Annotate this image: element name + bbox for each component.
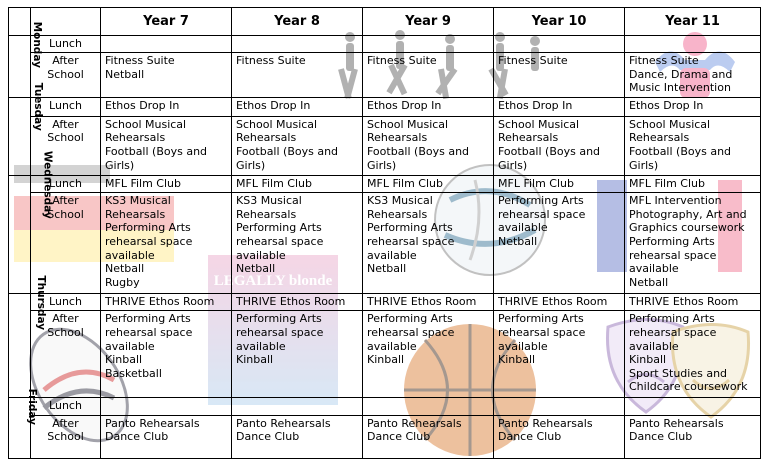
activity-cell — [625, 98, 761, 116]
slot-label: Lunch — [31, 398, 101, 415]
activity-line: Performing Arts — [367, 221, 453, 235]
activity-line: Ethos Drop In — [367, 99, 442, 113]
slot-label: Lunch — [31, 98, 101, 116]
activity-cell — [363, 116, 494, 175]
year-header: Year 8 — [232, 8, 363, 36]
activity-line: Panto Rehearsals — [105, 416, 200, 430]
activity-line: MFL Film Club — [236, 176, 312, 190]
activity-line: available — [498, 221, 548, 235]
activity-line: Rehearsals — [236, 131, 297, 145]
activity-line: rehearsal space — [629, 326, 717, 340]
activity-line: KS3 Musical — [236, 194, 302, 208]
day-label: Tuesday — [31, 83, 44, 132]
activity-line: available — [367, 339, 417, 353]
activity-cell — [494, 398, 625, 415]
slot-label: After School — [31, 311, 101, 398]
activity-line: MFL Intervention — [629, 194, 722, 208]
activity-cell — [363, 98, 494, 116]
activity-line: Performing Arts — [236, 221, 322, 235]
activity-line: Music Intervention — [629, 81, 731, 95]
activity-line: Girls) — [498, 158, 528, 172]
activity-line: Football (Boys and — [498, 144, 601, 158]
activity-cell — [625, 116, 761, 175]
activity-cell — [101, 116, 232, 175]
activity-line: MFL Film Club — [498, 176, 574, 190]
day-cell — [9, 388, 38, 459]
day-label: Monday — [30, 21, 43, 68]
activity-cell — [494, 311, 625, 398]
activity-cell — [363, 53, 494, 98]
activity-line: rehearsal space — [236, 234, 324, 248]
activity-cell — [363, 293, 494, 310]
slot-label: After School — [31, 116, 101, 175]
activity-cell — [101, 98, 232, 116]
activity-cell — [363, 193, 494, 294]
activity-line: Rehearsals — [629, 131, 690, 145]
activity-cell — [232, 415, 363, 458]
activity-cell — [232, 175, 363, 192]
activity-line: Girls) — [367, 158, 397, 172]
table-row — [9, 293, 761, 310]
activity-line: Rehearsals — [367, 131, 428, 145]
activity-cell — [363, 36, 494, 53]
activity-cell — [232, 98, 363, 116]
slot-label: Lunch — [31, 175, 101, 192]
activity-line: Fitness Suite — [236, 54, 306, 68]
activity-cell — [494, 53, 625, 98]
activity-line: Dance Club — [629, 430, 693, 444]
activity-line: Panto Rehearsals — [629, 416, 724, 430]
activity-line: Childcare coursework — [629, 380, 748, 394]
activity-line: Rehearsals — [236, 207, 297, 221]
activity-line: available — [498, 339, 548, 353]
activity-cell — [363, 398, 494, 415]
activity-cell — [363, 415, 494, 458]
activity-line: available — [236, 248, 286, 262]
activity-cell — [101, 415, 232, 458]
activity-cell — [101, 36, 232, 53]
activity-line: THRIVE Ethos Room — [236, 294, 346, 308]
activity-line: Ethos Drop In — [498, 99, 573, 113]
activity-line: available — [105, 248, 155, 262]
activity-line: Basketball — [105, 366, 162, 380]
activity-line: Netball — [105, 262, 145, 276]
activity-line: Girls) — [105, 158, 135, 172]
activity-line: Performing Arts — [367, 312, 453, 326]
table-row — [9, 415, 761, 458]
activity-line: Netball — [629, 275, 669, 289]
activity-cell — [101, 398, 232, 415]
activity-cell — [232, 193, 363, 294]
activity-line: Fitness Suite — [629, 54, 699, 68]
activity-cell — [625, 53, 761, 98]
activity-cell — [625, 175, 761, 192]
activity-line: Kinball — [236, 353, 274, 367]
activity-line: MFL Film Club — [105, 176, 181, 190]
musical-poster-title: LEGALLY blonde — [213, 273, 333, 289]
day-cell — [9, 275, 48, 397]
activity-line: MFL Film Club — [367, 176, 443, 190]
corner-cell — [9, 8, 31, 36]
slot-label: After School — [31, 415, 101, 458]
activity-cell — [625, 193, 761, 294]
table-row — [9, 98, 761, 116]
activity-line: available — [367, 248, 417, 262]
activity-line: Performing Arts — [105, 312, 191, 326]
activity-cell — [101, 175, 232, 192]
year-header: Year 10 — [494, 8, 625, 36]
activity-line: Rehearsals — [367, 207, 428, 221]
activity-cell — [494, 175, 625, 192]
activity-line: Ethos Drop In — [105, 99, 180, 113]
header-row — [9, 8, 761, 36]
activity-line: THRIVE Ethos Room — [367, 294, 477, 308]
day-cell — [9, 83, 44, 175]
activity-line: Fitness Suite — [367, 54, 437, 68]
table-row — [9, 398, 761, 415]
activity-cell — [625, 36, 761, 53]
activity-line: Performing Arts — [105, 221, 191, 235]
activity-line: School Musical — [236, 117, 318, 131]
activity-line: Performing Arts — [498, 194, 584, 208]
day-label: Thursday — [35, 275, 48, 331]
activity-cell — [232, 311, 363, 398]
activity-line: Performing Arts — [629, 312, 715, 326]
activity-line: Netball — [498, 234, 538, 248]
activity-line: THRIVE Ethos Room — [629, 294, 739, 308]
timetable — [8, 7, 761, 459]
activity-line: Kinball — [498, 353, 536, 367]
activity-line: Rehearsals — [105, 207, 166, 221]
activity-cell — [363, 175, 494, 192]
activity-cell — [625, 415, 761, 458]
activity-line: available — [629, 262, 679, 276]
activity-cell — [101, 53, 232, 98]
activity-line: MFL Film Club — [629, 176, 705, 190]
activity-cell — [232, 398, 363, 415]
activity-cell — [232, 53, 363, 98]
activity-line: School Musical — [498, 117, 580, 131]
activity-line: School Musical — [629, 117, 711, 131]
activity-cell — [625, 398, 761, 415]
activity-line: Ethos Drop In — [629, 99, 704, 113]
table-row — [9, 311, 761, 398]
day-label: Wednesday — [41, 150, 54, 219]
year-header: Year 11 — [625, 8, 761, 36]
activity-line: Dance Club — [367, 430, 431, 444]
activity-cell — [232, 36, 363, 53]
activity-line: Football (Boys and — [367, 144, 470, 158]
activity-line: THRIVE Ethos Room — [498, 294, 608, 308]
table-row — [9, 53, 761, 98]
activity-line: rehearsal space — [367, 326, 455, 340]
day-cell — [9, 21, 43, 98]
activity-cell — [232, 116, 363, 175]
activity-cell — [101, 293, 232, 310]
day-cell — [9, 150, 54, 293]
activity-line: Performing Arts — [236, 312, 322, 326]
activity-line: Netball — [105, 67, 145, 81]
activity-line: School Musical — [105, 117, 187, 131]
activity-line: Football (Boys and — [629, 144, 732, 158]
activity-line: Kinball — [105, 353, 143, 367]
activity-cell — [101, 311, 232, 398]
activity-line: THRIVE Ethos Room — [105, 294, 215, 308]
activity-line: rehearsal space — [105, 326, 193, 340]
activity-cell — [625, 293, 761, 310]
activity-cell — [494, 193, 625, 294]
activity-line: rehearsal space — [498, 326, 586, 340]
activity-line: Panto Rehearsals — [498, 416, 593, 430]
table-row — [9, 193, 761, 294]
activity-line: Kinball — [629, 353, 667, 367]
activity-line: KS3 Musical — [367, 194, 433, 208]
activity-cell — [101, 193, 232, 294]
activity-cell — [363, 311, 494, 398]
activity-line: Fitness Suite — [498, 54, 568, 68]
table-row — [9, 116, 761, 175]
activity-line: Netball — [367, 262, 407, 276]
slot-label: Lunch — [31, 36, 101, 53]
activity-line: Panto Rehearsals — [367, 416, 462, 430]
activity-line: Netball — [236, 262, 276, 276]
activity-line: Kinball — [367, 353, 405, 367]
activity-line: Football (Boys and — [105, 144, 208, 158]
activity-cell — [232, 293, 363, 310]
table-row — [9, 36, 761, 53]
activity-line: rehearsal space — [498, 207, 586, 221]
activity-line: available — [105, 339, 155, 353]
activity-line: Sport Studies and — [629, 366, 728, 380]
activity-line: rehearsal space — [105, 234, 193, 248]
activity-line: Graphics coursework — [629, 221, 745, 235]
activity-line: Rehearsals — [498, 131, 559, 145]
year-header: Year 9 — [363, 8, 494, 36]
activity-line: Fitness Suite — [105, 54, 175, 68]
activity-line: rehearsal space — [236, 326, 324, 340]
activity-line: Dance Club — [236, 430, 300, 444]
activity-cell — [494, 116, 625, 175]
activity-line: Girls) — [236, 158, 266, 172]
activity-line: available — [629, 339, 679, 353]
activity-line: Rehearsals — [105, 131, 166, 145]
activity-line: available — [236, 339, 286, 353]
activity-cell — [494, 36, 625, 53]
day-label: Friday — [26, 388, 38, 426]
activity-cell — [625, 311, 761, 398]
activity-line: rehearsal space — [367, 234, 455, 248]
activity-line: Dance Club — [105, 430, 169, 444]
activity-line: Dance, Drama and — [629, 67, 733, 81]
slot-label: After School — [31, 193, 101, 294]
activity-line: Performing Arts — [498, 312, 584, 326]
activity-cell — [494, 98, 625, 116]
activity-line: KS3 Musical — [105, 194, 171, 208]
slot-label: Lunch — [31, 293, 101, 310]
slot-label: After School — [31, 53, 101, 98]
activity-line: rehearsal space — [629, 248, 717, 262]
activity-line: Girls) — [629, 158, 659, 172]
activity-line: Football (Boys and — [236, 144, 339, 158]
activity-line: Ethos Drop In — [236, 99, 311, 113]
activity-line: Performing Arts — [629, 234, 715, 248]
activity-line: Panto Rehearsals — [236, 416, 331, 430]
table-row — [9, 175, 761, 192]
activity-cell — [494, 415, 625, 458]
activity-cell — [494, 293, 625, 310]
activity-line: Dance Club — [498, 430, 562, 444]
activity-line: School Musical — [367, 117, 449, 131]
year-header: Year 7 — [101, 8, 232, 36]
activity-line: Photography, Art and — [629, 207, 747, 221]
activity-line: Rugby — [105, 275, 140, 289]
